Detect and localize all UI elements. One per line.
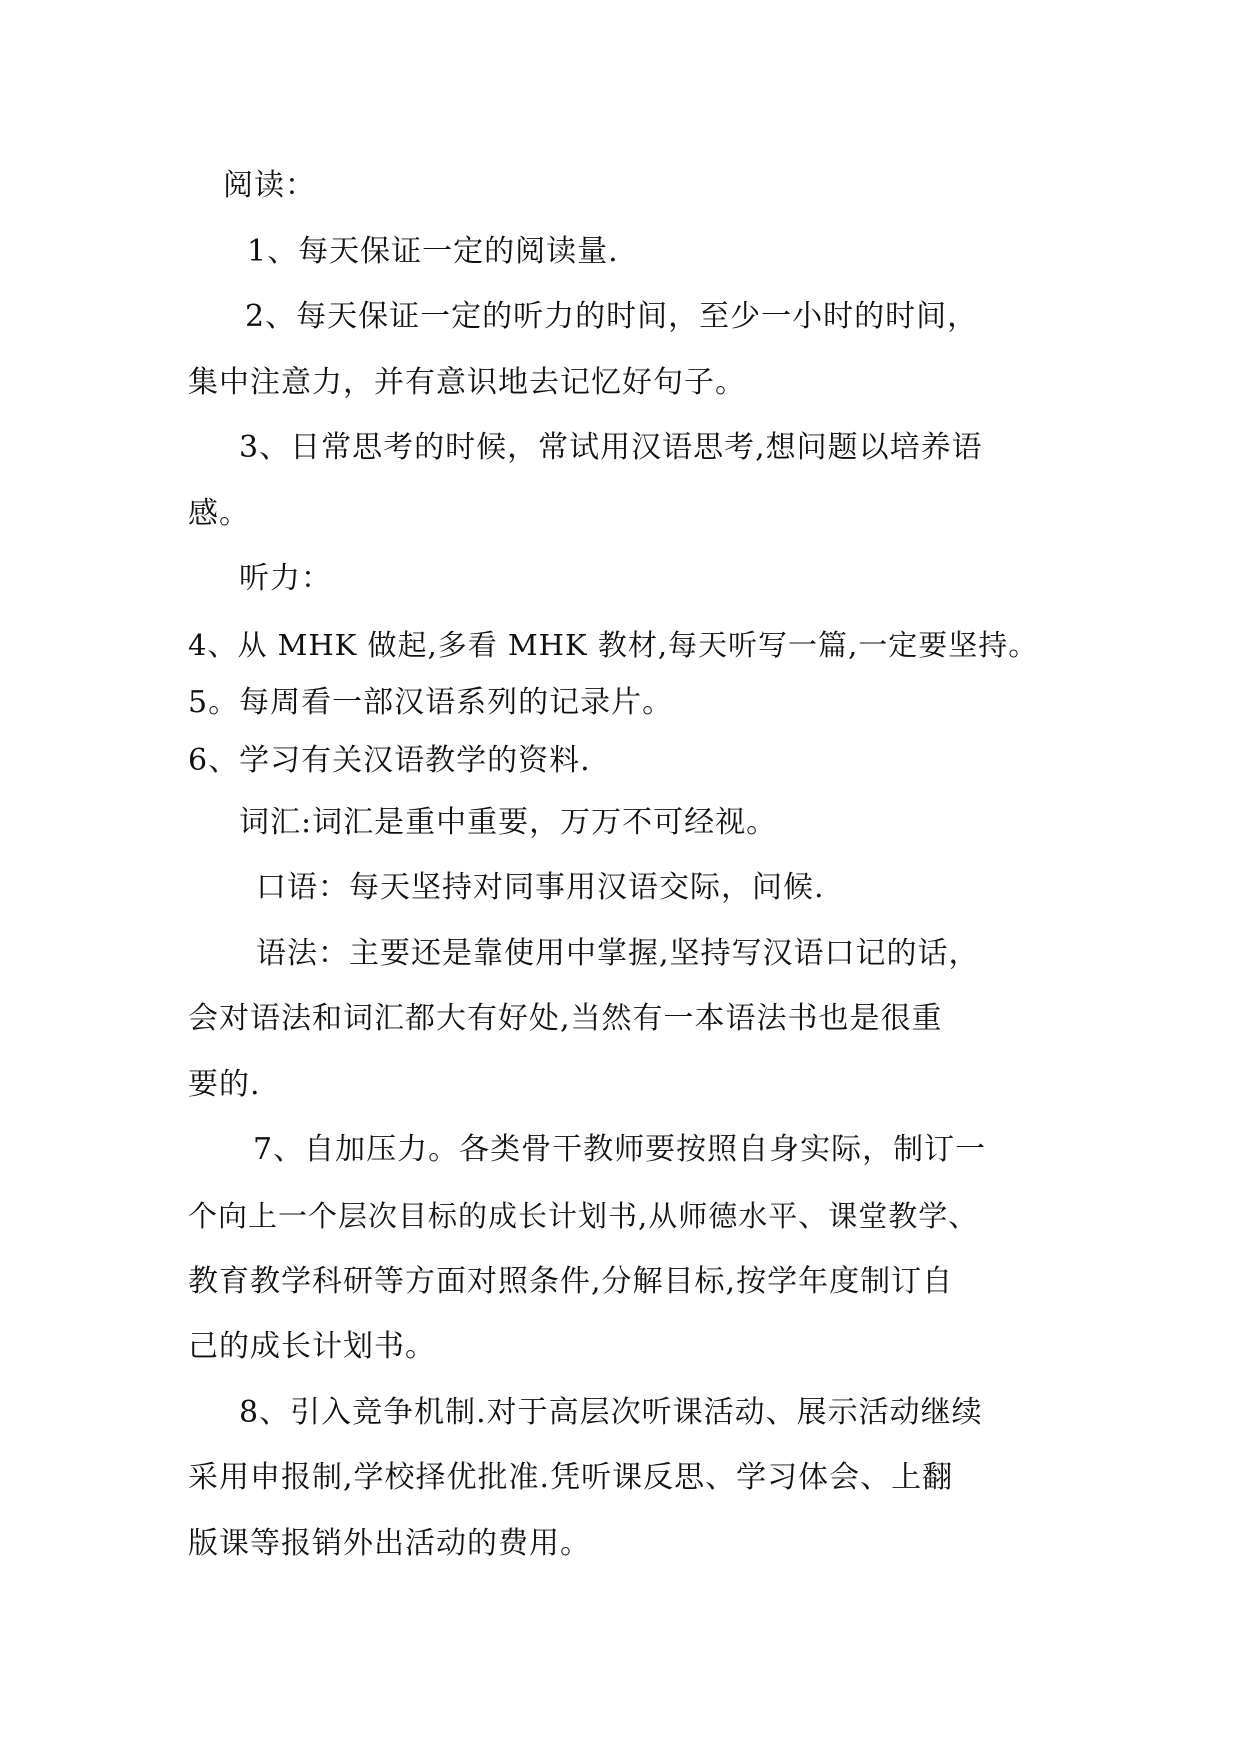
item-4: 4、从 MHK 做起,多看 MHK 教材,每天听写一篇,一定要坚持。 (188, 628, 1039, 662)
item-7-continued-2: 教育教学科研等方面对照条件,分解目标,按学年度制订自 (188, 1264, 954, 1299)
item-8-continued-1: 采用申报制,学校择优批准.凭听课反思、学习体会、上翻 (188, 1460, 954, 1495)
item-1: 1、每天保证一定的阅读量. (247, 234, 619, 269)
item-2-continued: 集中注意力，并有意识地去记忆好句子。 (188, 365, 746, 400)
item-5: 5。每周看一部汉语系列的记录片。 (188, 685, 674, 720)
item-8: 8、引入竞争机制.对于高层次听课活动、展示活动继续 (239, 1395, 983, 1430)
item-2: 2、每天保证一定的听力的时间，至少一小时的时间， (245, 299, 979, 334)
item-6: 6、学习有关汉语教学的资料. (188, 743, 591, 778)
item-3-continued: 感。 (188, 496, 250, 531)
item-7-continued-1: 个向上一个层次目标的成长计划书,从师德水平、课堂教学、 (188, 1199, 979, 1233)
grammar-continued-1: 会对语法和词汇都大有好处,当然有一本语法书也是很重 (188, 1001, 943, 1036)
item-7: 7、自加压力。各类骨干教师要按照自身实际，制订一 (253, 1132, 987, 1167)
item-8-continued-2: 版课等报销外出活动的费用。 (188, 1526, 591, 1561)
grammar-paragraph: 语法：主要还是靠使用中掌握,坚持写汉语口记的话， (256, 936, 980, 971)
heading-reading: 阅读： (223, 168, 316, 203)
item-3: 3、日常思考的时候，常试用汉语思考,想问题以培养语 (239, 430, 983, 465)
speaking-paragraph: 口语：每天坚持对同事用汉语交际，问候. (256, 870, 825, 905)
grammar-continued-2: 要的. (188, 1067, 261, 1102)
vocabulary-paragraph: 词汇:词汇是重中重要，万万不可经视。 (239, 805, 778, 840)
heading-listening: 听力： (239, 561, 332, 596)
item-7-continued-3: 己的成长计划书。 (188, 1329, 436, 1364)
